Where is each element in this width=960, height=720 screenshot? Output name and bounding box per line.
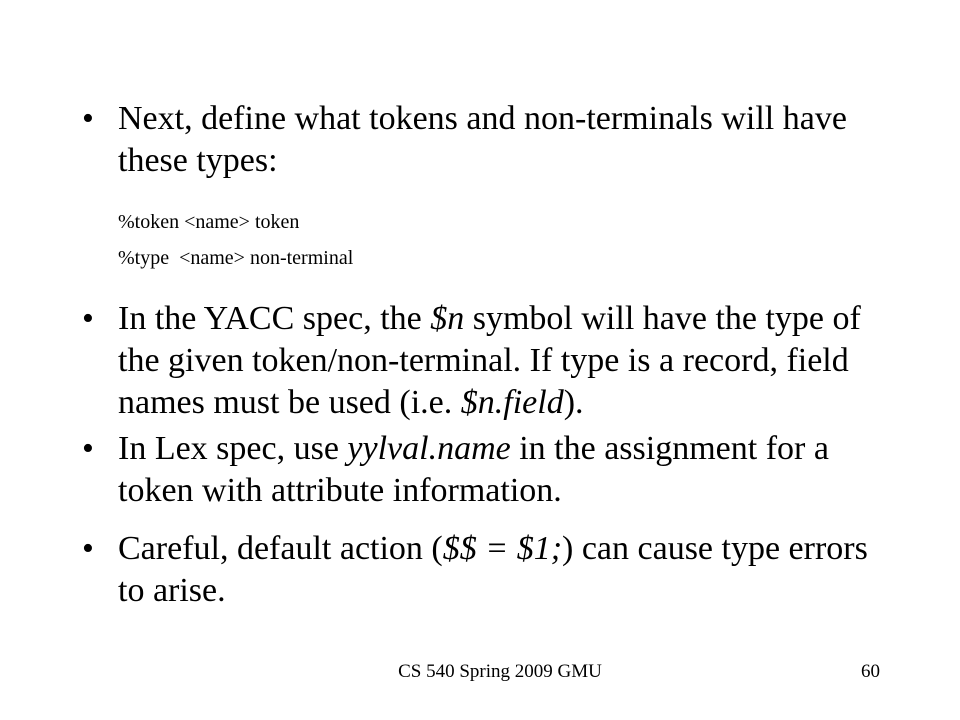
bullet-text: [118, 428, 882, 512]
bullet-item-1: [82, 98, 882, 182]
footer-course-label: CS 540 Spring 2009 GMU: [398, 661, 602, 682]
bullet-text-part-italic: $n: [430, 300, 465, 337]
bullet-text-part-italic: yylval.name: [347, 430, 511, 467]
bullet-text-part: In Lex spec, use: [118, 430, 348, 467]
bullet-item-3: [82, 428, 882, 512]
bullet-icon: •: [82, 300, 94, 337]
bullet-text: [118, 298, 882, 424]
bullet-text-part: in the assignment for a token with attribute information.: [118, 430, 829, 509]
bullet-icon: •: [82, 530, 94, 567]
bullet-text-part: Careful, default action (: [118, 530, 443, 567]
bullet-text-part: ) can cause type errors to arise.: [118, 530, 868, 609]
bullet-text: [118, 98, 882, 182]
bullet-text-part: In the YACC spec, the: [118, 300, 431, 337]
bullet-text-part-italic: $n.field: [460, 384, 564, 421]
bullet-text: [118, 528, 882, 612]
page-number: 60: [861, 661, 880, 682]
bullet-icon: •: [82, 430, 94, 467]
bullet-text-part: ).: [563, 384, 584, 421]
bullet-text-part: Next, define what tokens and non-terminals will have these types:: [118, 100, 847, 179]
bullet-text-part: symbol will have the type of the given token/non-terminal. If type is a record, field names must be used (i.e.: [118, 300, 861, 421]
bullet-text-part-italic: $$ = $1;: [442, 530, 563, 567]
bullet-item-4: [82, 528, 882, 612]
code-line-token: %token <name> token: [118, 211, 300, 233]
bullet-icon: •: [82, 100, 94, 137]
bullet-item-2: [82, 298, 882, 424]
code-line-type: %type <name> non-terminal: [118, 247, 354, 269]
